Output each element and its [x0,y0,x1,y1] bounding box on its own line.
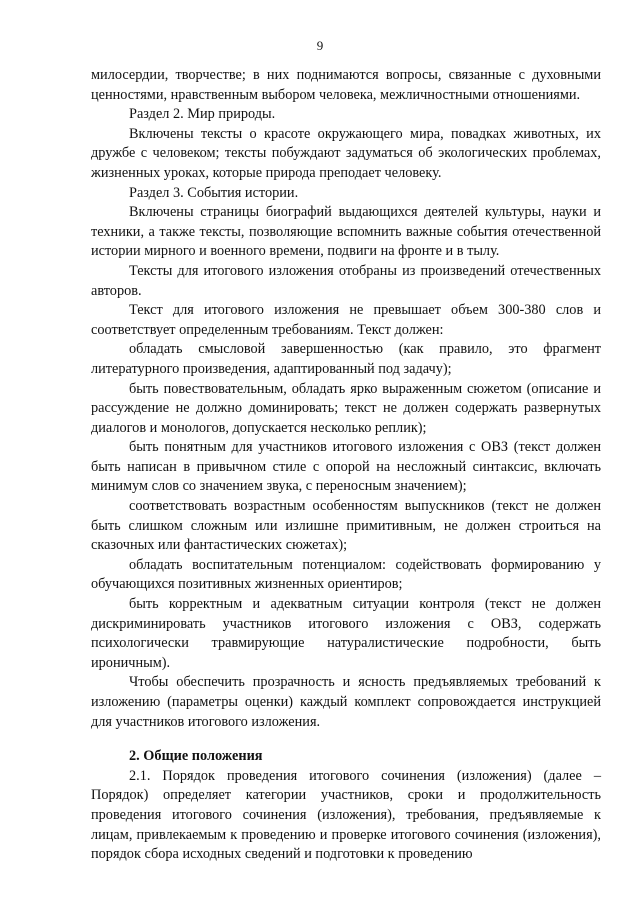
paragraph: Тексты для итогового изложения отобраны из произведений отечественных авторов. [91,262,601,299]
requirement-item: быть понятным для участников итогового изложения с ОВЗ (текст должен быть написан в привычном стиле с опорой на несложный синтаксис, включать минимум слов со значением звука, с переносным значением); [91,439,601,495]
page-content [91,66,601,865]
requirement-item: обладать воспитательным потенциалом: содействовать формированию у обучающихся позитивных жизненных ориентиров; [91,556,601,593]
section-heading: 2. Общие положения [129,748,263,765]
paragraph: милосердии, творчестве; в них поднимаются вопросы, связанные с духовными ценностями, нравственным выбором человека, межличностными отношениями. [91,67,601,103]
requirement-item: соответствовать возрастным особенностям выпускников (текст не должен быть слишком сложным или излишне примитивным, не должен строиться на сказочных или фантастических сюжетах); [91,498,601,554]
paragraph: Чтобы обеспечить прозрачность и ясность предъявляемых требований к изложению (параметры оценки) каждый комплект сопровождается инструкцией для участников итогового изложения. [91,674,601,730]
paragraph: 2.1. Порядок проведения итогового сочинения (изложения) (далее – Порядок) определяет категории участников, сроки и продолжительность проведения итогового сочинения (изложения), требования, предъявляемые к лицам, привлекаемым к проведению и проверке итогового сочинения (изложения), порядок сбора исходных сведений и подготовки к проведению [91,767,601,863]
paragraph: Текст для итогового изложения не превышает объем 300-380 слов и соответствует определенным требованиям. Текст должен: [91,302,601,338]
paragraph: Включены страницы биографий выдающихся деятелей культуры, науки и техники, а также тексты, позволяющие вспомнить важные события отечественной истории мирного и военного времени, подвиги на фронте и в тылу. [91,204,601,260]
page-number: 9 [316,38,324,53]
section-title-nature: Раздел 2. Мир природы. [129,106,276,123]
paragraph: Включены тексты о красоте окружающего мира, повадках животных, их дружбе с человеком; тексты побуждают задуматься об экологических проблемах, жизненных уроках, которые природа преподает человеку. [91,125,601,181]
section-title-history: Раздел 3. События истории. [129,184,299,201]
requirement-item: обладать смысловой завершенностью (как правило, это фрагмент литературного произведения, адаптированный под задачу); [91,341,601,377]
requirement-item: быть корректным и адекватным ситуации контроля (текст не должен дискриминировать участников итогового изложения с ОВЗ, содержать психологически травмирующие натуралистические подробности, быть ироничным). [91,596,601,671]
requirement-item: быть повествовательным, обладать ярко выраженным сюжетом (описание и рассуждение не должно доминировать; текст не должен содержать развернутых диалогов и монологов, допускается несколько реплик); [91,380,601,436]
